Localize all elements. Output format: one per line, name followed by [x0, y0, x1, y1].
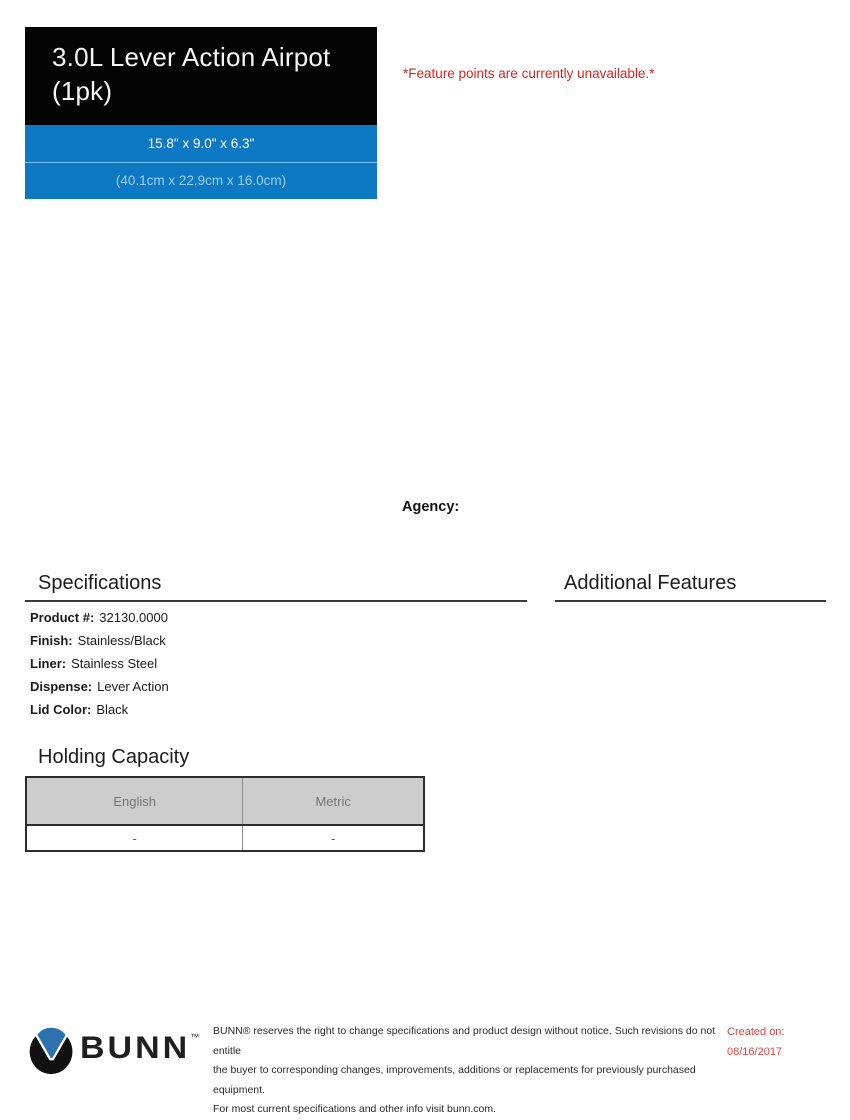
- capacity-cell-english: -: [26, 825, 243, 851]
- capacity-cell-metric: -: [243, 825, 424, 851]
- column-header-english: English: [26, 777, 243, 825]
- product-title: 3.0L Lever Action Airpot (1pk): [52, 42, 331, 106]
- spec-row-dispense: [30, 675, 527, 698]
- spec-label: Lid Color:: [30, 702, 92, 717]
- table-header-row: [26, 777, 424, 825]
- holding-capacity-section: [25, 746, 425, 852]
- created-on-block: [727, 1023, 784, 1062]
- spec-row-lid-color: [30, 698, 527, 721]
- spec-value: 32130.0000: [99, 610, 168, 625]
- dimensions-centimeters: (40.1cm x 22.9cm x 16.0cm): [115, 173, 287, 189]
- spec-row-product-number: [30, 606, 527, 629]
- disclaimer-line: the buyer to corresponding changes, improvements, additions or replacements for previously purchased equipment.: [213, 1064, 696, 1096]
- created-on-date: 08/16/2017: [727, 1045, 783, 1058]
- trademark-symbol: ™: [190, 1032, 200, 1042]
- holding-capacity-table: [25, 776, 425, 852]
- spec-row-finish: [30, 629, 527, 652]
- spec-value: Lever Action: [97, 679, 169, 694]
- spec-label: Liner:: [30, 656, 67, 671]
- bunn-logo-icon: [28, 1021, 76, 1075]
- spec-value: Black: [96, 702, 129, 717]
- additional-features-section: [555, 572, 826, 602]
- specifications-heading: Specifications: [25, 572, 527, 602]
- specifications-section: [25, 572, 527, 721]
- footer-disclaimer: [213, 1022, 718, 1120]
- dimensions-inches: 15.8" x 9.0" x 6.3": [147, 135, 255, 151]
- bunn-wordmark: BUNN: [80, 1030, 191, 1066]
- additional-features-heading: Additional Features: [555, 572, 826, 602]
- agency-label: Agency:: [402, 499, 460, 515]
- spec-value: Stainless/Black: [77, 633, 166, 648]
- disclaimer-line: BUNN® reserves the right to change specifications and product design without notice. Such revisions do not entitle: [213, 1025, 716, 1057]
- specifications-list: [25, 602, 527, 721]
- product-title-panel: [25, 27, 377, 125]
- holding-capacity-heading: Holding Capacity: [38, 746, 190, 768]
- spec-label: Product #:: [30, 610, 95, 625]
- table-row: [26, 825, 424, 851]
- spec-value: Stainless Steel: [71, 656, 158, 671]
- product-header-card: [25, 27, 377, 199]
- created-on-label: Created on:: [727, 1026, 785, 1038]
- spec-label: Dispense:: [30, 679, 93, 694]
- disclaimer-line: For most current specifications and other info visit bunn.com.: [213, 1103, 497, 1115]
- spec-label: Finish:: [30, 633, 73, 648]
- product-dimensions-panel: [25, 125, 377, 199]
- column-header-metric: Metric: [243, 777, 424, 825]
- spec-row-liner: [30, 652, 527, 675]
- bunn-logo: [28, 1022, 199, 1074]
- feature-unavailable-notice: *Feature points are currently unavailable.*: [403, 66, 655, 81]
